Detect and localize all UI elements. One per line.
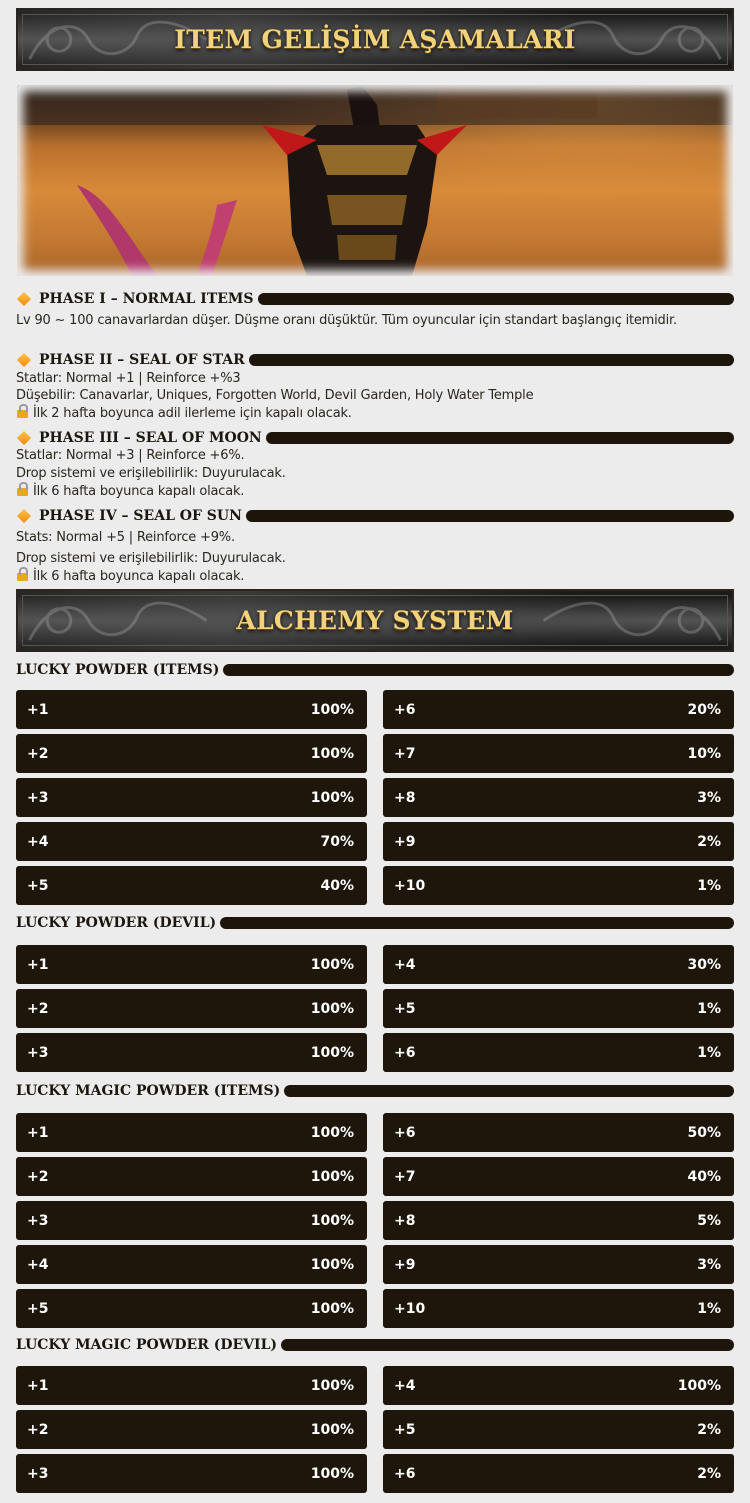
enhance-level: +6 bbox=[394, 701, 416, 718]
rate-row bbox=[16, 1113, 367, 1152]
success-rate: 1% bbox=[697, 1044, 721, 1061]
success-rate: 100% bbox=[310, 956, 354, 973]
banner-item-gelisim bbox=[16, 8, 734, 71]
rate-row bbox=[383, 822, 734, 861]
rate-row bbox=[383, 1113, 734, 1152]
enhance-level: +1 bbox=[27, 956, 49, 973]
success-rate: 3% bbox=[697, 1256, 721, 1273]
rate-row bbox=[383, 690, 734, 729]
phase-title: PHASE IV – SEAL OF SUN bbox=[39, 508, 242, 524]
enhance-level: +2 bbox=[27, 1421, 49, 1438]
enhance-level: +2 bbox=[27, 1000, 49, 1017]
rate-row bbox=[383, 1410, 734, 1449]
success-rate: 100% bbox=[310, 1044, 354, 1061]
success-rate: 40% bbox=[687, 1168, 721, 1185]
enhance-level: +3 bbox=[27, 1044, 49, 1061]
diamond-icon bbox=[16, 430, 32, 446]
success-rate: 100% bbox=[310, 1300, 354, 1317]
phase-3-stats: Statlar: Normal +3 | Reinforce +6%. bbox=[16, 448, 245, 463]
rate-row bbox=[16, 734, 367, 773]
rate-row bbox=[383, 778, 734, 817]
success-rate: 2% bbox=[697, 1465, 721, 1482]
lock-icon bbox=[16, 569, 29, 581]
header-bar bbox=[220, 917, 734, 929]
success-rate: 70% bbox=[320, 833, 354, 850]
phase-title: PHASE I – NORMAL ITEMS bbox=[39, 291, 254, 307]
enhance-level: +10 bbox=[394, 1300, 426, 1317]
phase-4-drops: Drop sistemi ve erişilebilirlik: Duyurulacak. bbox=[16, 551, 286, 566]
success-rate: 100% bbox=[677, 1377, 721, 1394]
enhance-level: +9 bbox=[394, 833, 416, 850]
enhance-level: +6 bbox=[394, 1044, 416, 1061]
rate-row bbox=[383, 1366, 734, 1405]
enhance-level: +5 bbox=[394, 1000, 416, 1017]
ornament-icon bbox=[18, 591, 218, 650]
lock-icon bbox=[16, 406, 29, 418]
header-bar bbox=[223, 664, 734, 676]
rate-row bbox=[383, 1289, 734, 1328]
enhance-level: +3 bbox=[27, 1465, 49, 1482]
success-rate: 100% bbox=[310, 1168, 354, 1185]
rate-row bbox=[16, 1245, 367, 1284]
rate-row bbox=[16, 1157, 367, 1196]
success-rate: 100% bbox=[310, 1465, 354, 1482]
phase-4-header bbox=[16, 508, 734, 524]
banner-title: ITEM GELİŞİM AŞAMALARI bbox=[174, 25, 576, 54]
section-title: LUCKY POWDER (DEVIL) bbox=[16, 915, 217, 931]
alchemy-section-header bbox=[16, 1337, 734, 1353]
enhance-level: +4 bbox=[27, 833, 49, 850]
success-rate: 2% bbox=[697, 833, 721, 850]
banner-alchemy bbox=[16, 589, 734, 652]
hero-image bbox=[17, 85, 733, 276]
success-rate: 100% bbox=[310, 701, 354, 718]
header-bar bbox=[258, 293, 734, 305]
diamond-icon bbox=[16, 291, 32, 307]
success-rate: 1% bbox=[697, 1300, 721, 1317]
rate-row bbox=[383, 1157, 734, 1196]
enhance-level: +1 bbox=[27, 1124, 49, 1141]
diamond-icon bbox=[16, 508, 32, 524]
rate-row bbox=[16, 1033, 367, 1072]
enhance-level: +3 bbox=[27, 1212, 49, 1229]
rate-row bbox=[16, 778, 367, 817]
enhance-level: +1 bbox=[27, 1377, 49, 1394]
rate-row bbox=[16, 945, 367, 984]
phase-title: PHASE II – SEAL OF STAR bbox=[39, 352, 245, 368]
success-rate: 40% bbox=[320, 877, 354, 894]
phase-title: PHASE III – SEAL OF MOON bbox=[39, 430, 262, 446]
success-rate: 100% bbox=[310, 1124, 354, 1141]
enhance-level: +10 bbox=[394, 877, 426, 894]
enhance-level: +6 bbox=[394, 1124, 416, 1141]
success-rate: 2% bbox=[697, 1421, 721, 1438]
rate-row bbox=[383, 989, 734, 1028]
success-rate: 20% bbox=[687, 701, 721, 718]
header-bar bbox=[249, 354, 734, 366]
rate-row bbox=[383, 1201, 734, 1240]
armor-character-illustration bbox=[17, 85, 733, 276]
phase-2-header bbox=[16, 352, 734, 368]
phase-4-lock-note bbox=[16, 568, 734, 586]
rate-row bbox=[16, 1410, 367, 1449]
success-rate: 100% bbox=[310, 1256, 354, 1273]
rate-row bbox=[16, 690, 367, 729]
enhance-level: +7 bbox=[394, 745, 416, 762]
enhance-level: +4 bbox=[27, 1256, 49, 1273]
header-bar bbox=[281, 1339, 734, 1351]
enhance-level: +8 bbox=[394, 789, 416, 806]
enhance-level: +4 bbox=[394, 956, 416, 973]
success-rate: 3% bbox=[697, 789, 721, 806]
enhance-level: +5 bbox=[27, 1300, 49, 1317]
lock-text: İlk 2 hafta boyunca adil ilerleme için kapalı olacak. bbox=[33, 406, 352, 421]
enhance-level: +7 bbox=[394, 1168, 416, 1185]
success-rate: 1% bbox=[697, 877, 721, 894]
header-bar bbox=[266, 432, 734, 444]
phase-3-header bbox=[16, 430, 734, 446]
phase-4-stats: Stats: Normal +5 | Reinforce +9%. bbox=[16, 530, 235, 545]
header-bar bbox=[284, 1085, 734, 1097]
success-rate: 100% bbox=[310, 1000, 354, 1017]
success-rate: 5% bbox=[697, 1212, 721, 1229]
rate-row bbox=[16, 866, 367, 905]
phase-1-header bbox=[16, 291, 734, 307]
rate-row bbox=[383, 1245, 734, 1284]
section-title: LUCKY MAGIC POWDER (ITEMS) bbox=[16, 1083, 281, 1099]
rate-row bbox=[16, 822, 367, 861]
lock-text: İlk 6 hafta boyunca kapalı olacak. bbox=[33, 569, 245, 584]
rate-row bbox=[383, 945, 734, 984]
enhance-level: +2 bbox=[27, 1168, 49, 1185]
enhance-level: +8 bbox=[394, 1212, 416, 1229]
phase-2-lock-note bbox=[16, 405, 734, 423]
enhance-level: +2 bbox=[27, 745, 49, 762]
enhance-level: +3 bbox=[27, 789, 49, 806]
success-rate: 100% bbox=[310, 789, 354, 806]
success-rate: 1% bbox=[697, 1000, 721, 1017]
success-rate: 10% bbox=[687, 745, 721, 762]
phase-3-drops: Drop sistemi ve erişilebilirlik: Duyurulacak. bbox=[16, 466, 286, 481]
rate-row bbox=[16, 1366, 367, 1405]
section-title: LUCKY MAGIC POWDER (DEVIL) bbox=[16, 1337, 278, 1353]
phase-2-drops: Düşebilir: Canavarlar, Uniques, Forgotten World, Devil Garden, Holy Water Temple bbox=[16, 388, 534, 403]
banner-title: ALCHEMY SYSTEM bbox=[236, 606, 514, 635]
alchemy-section-header bbox=[16, 1083, 734, 1099]
phase-1-description: Lv 90 ~ 100 canavarlardan düşer. Düşme oranı düşüktür. Tüm oyuncular için standart başlangıç itemidir. bbox=[16, 313, 677, 328]
success-rate: 50% bbox=[687, 1124, 721, 1141]
phase-3-lock-note bbox=[16, 483, 734, 501]
enhance-level: +6 bbox=[394, 1465, 416, 1482]
success-rate: 30% bbox=[687, 956, 721, 973]
rate-row bbox=[16, 1454, 367, 1493]
enhance-level: +5 bbox=[394, 1421, 416, 1438]
section-title: LUCKY POWDER (ITEMS) bbox=[16, 662, 220, 678]
success-rate: 100% bbox=[310, 745, 354, 762]
phase-2-stats: Statlar: Normal +1 | Reinforce +%3 bbox=[16, 371, 241, 386]
rate-row bbox=[383, 866, 734, 905]
ornament-icon bbox=[532, 591, 732, 650]
rate-row bbox=[383, 1454, 734, 1493]
enhance-level: +4 bbox=[394, 1377, 416, 1394]
success-rate: 100% bbox=[310, 1377, 354, 1394]
rate-row bbox=[383, 1033, 734, 1072]
enhance-level: +9 bbox=[394, 1256, 416, 1273]
enhance-level: +5 bbox=[27, 877, 49, 894]
header-bar bbox=[246, 510, 734, 522]
success-rate: 100% bbox=[310, 1212, 354, 1229]
alchemy-section-header bbox=[16, 915, 734, 931]
rate-row bbox=[16, 989, 367, 1028]
success-rate: 100% bbox=[310, 1421, 354, 1438]
rate-row bbox=[383, 734, 734, 773]
enhance-level: +1 bbox=[27, 701, 49, 718]
lock-text: İlk 6 hafta boyunca kapalı olacak. bbox=[33, 484, 245, 499]
alchemy-section-header bbox=[16, 662, 734, 678]
lock-icon bbox=[16, 484, 29, 496]
diamond-icon bbox=[16, 352, 32, 368]
rate-row bbox=[16, 1201, 367, 1240]
rate-row bbox=[16, 1289, 367, 1328]
